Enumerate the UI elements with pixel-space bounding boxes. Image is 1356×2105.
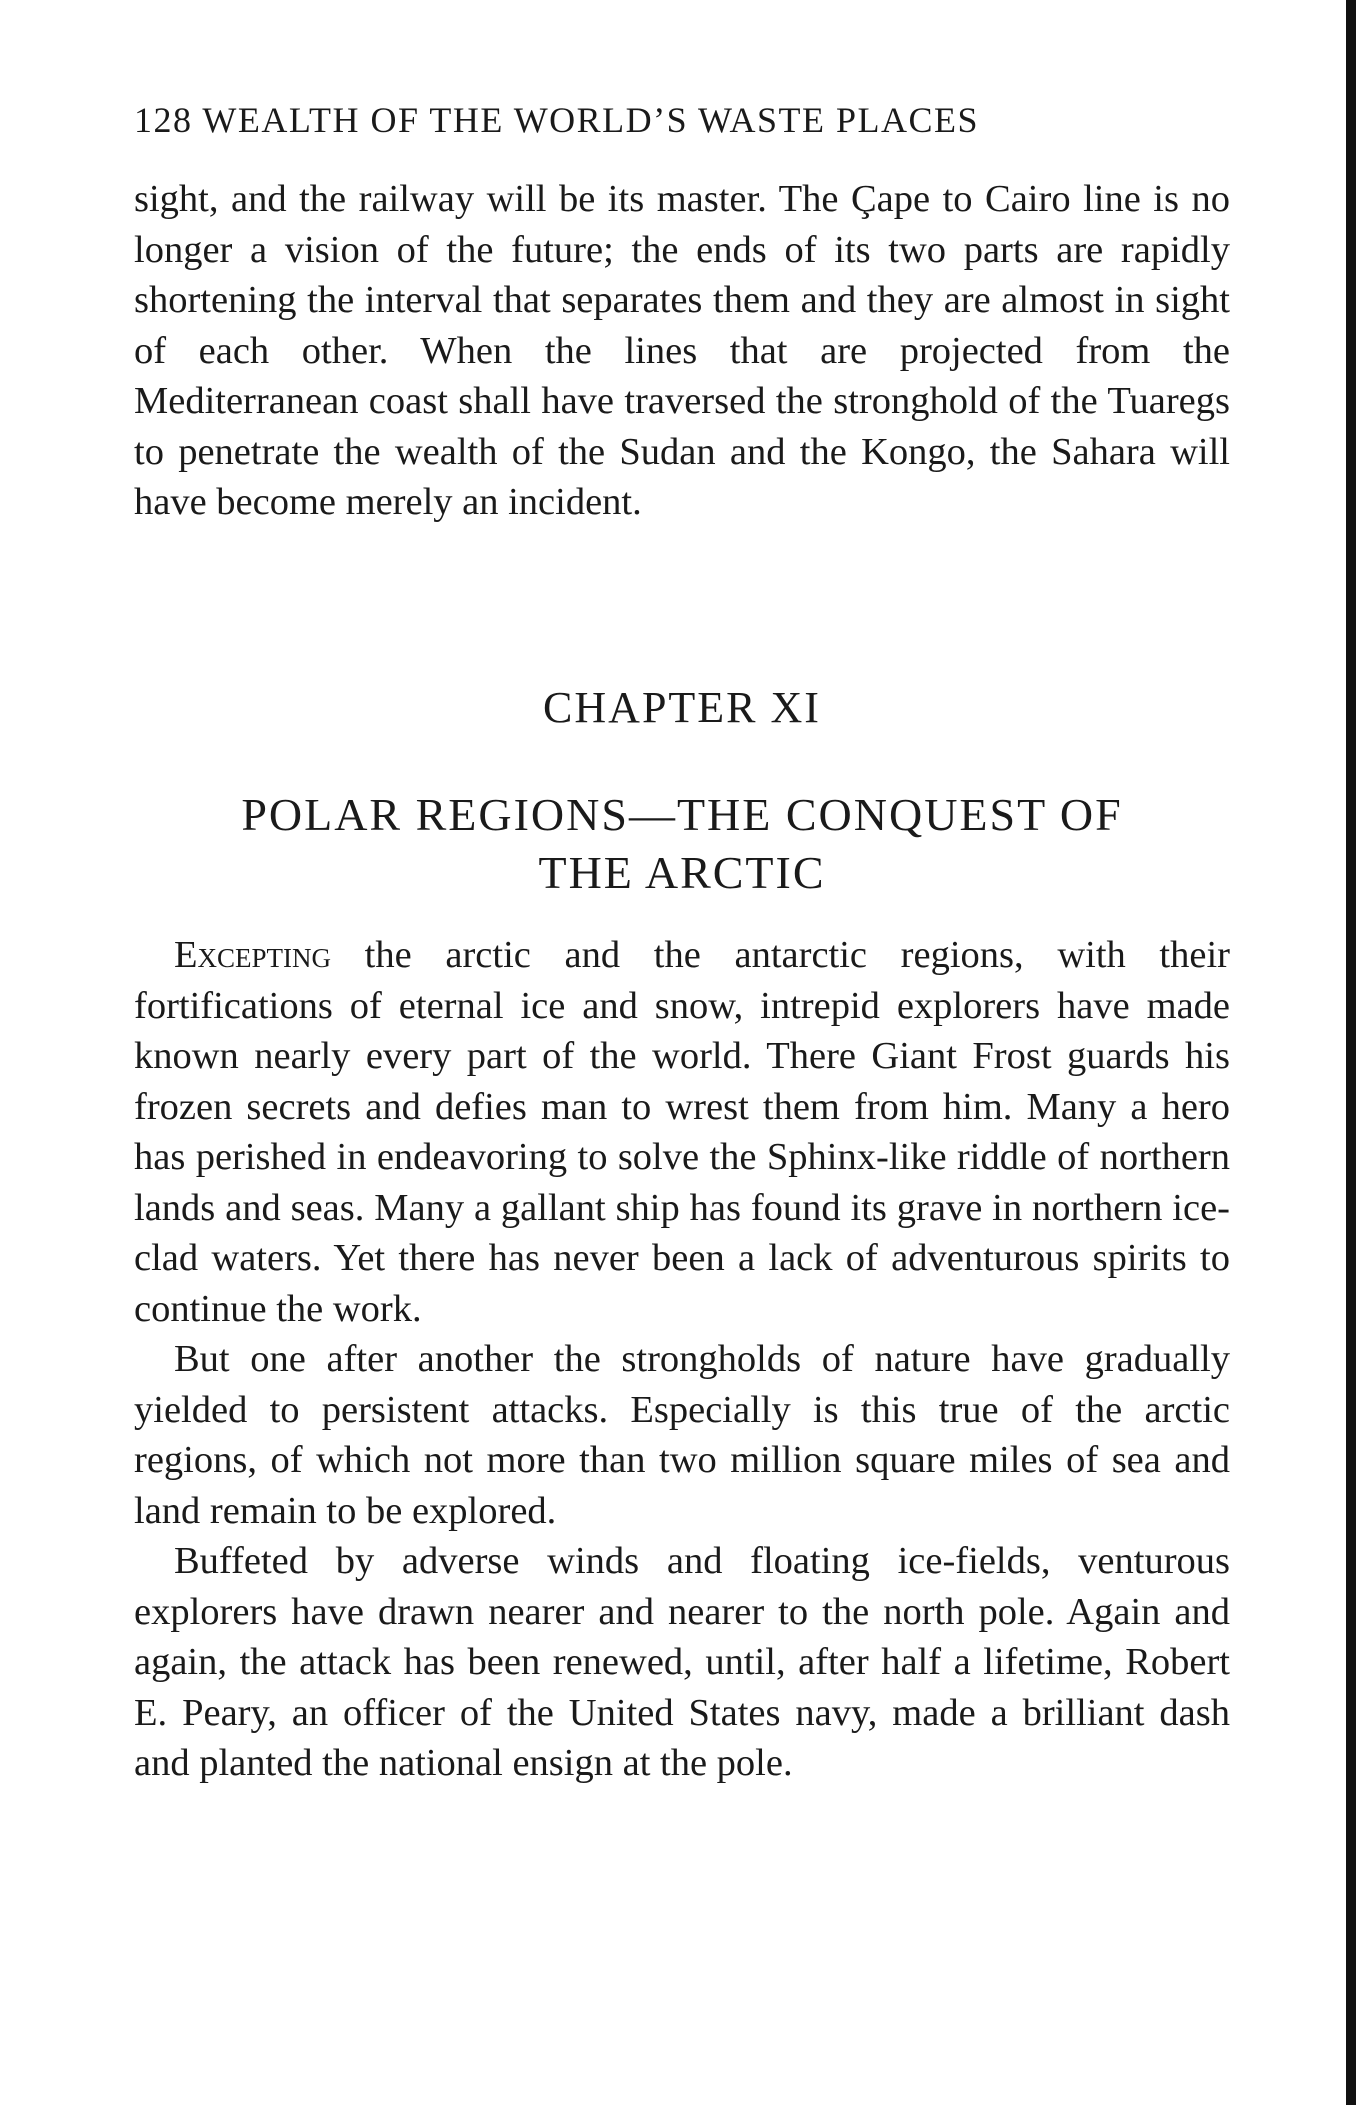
chapter-number: CHAPTER XI (543, 683, 821, 732)
chapter-title (134, 786, 1230, 902)
chapter-body (134, 930, 1230, 1789)
chapter-title-line-1: POLAR REGIONS—THE CONQUEST OF (241, 789, 1123, 840)
paragraph-1-text: the arctic and the antarctic regions, with their fortifications of eternal ice and snow, intrepid explorers have made known nearly every part of the world. There Giant Frost guards his frozen secrets and defies man to wrest them from him. Many a hero has perished in endeavoring to solve the Sphinx-like riddle of northern lands and seas. Many a gallant ship has found its grave in northern ice-clad waters. Yet there has never been a lack of adventurous spirits to continue the work. (134, 934, 1230, 1330)
paragraph-lead-word: Excepting (174, 934, 332, 976)
body-paragraph-2: But one after another the strongholds of nature have gradually yielded to persistent attacks. Especially is this true of the arctic regions, of which not more than two million square miles of sea and land remain to be explored. (134, 1338, 1230, 1532)
continuation-text (134, 174, 1230, 528)
continuation-paragraph: sight, and the railway will be its master. The Çape to Cairo line is no longer a vision of the future; the ends of its two parts are rapidly shortening the interval that separates them and they are almost in sight of each other. When the lines that are projected from the Mediterranean coast shall have traversed the stronghold of the Tuaregs to penetrate the wealth of the Sudan and the Kongo, the Sahara will have become merely an incident. (134, 178, 1230, 523)
body-paragraph-3: Buffeted by adverse winds and floating ice-fields, venturous explorers have drawn nearer and nearer to the north pole. Again and again, the attack has been renewed, until, after half a lifetime, Robert E. Peary, an officer of the United States navy, made a brilliant dash and planted the national ensign at the pole. (134, 1540, 1230, 1784)
chapter-title-line-2: THE ARCTIC (538, 847, 826, 898)
page-edge-shadow (1346, 0, 1356, 2105)
running-head: 128 WEALTH OF THE WORLD’S WASTE PLACES (134, 100, 980, 140)
body-paragraph-1 (134, 930, 1230, 1334)
